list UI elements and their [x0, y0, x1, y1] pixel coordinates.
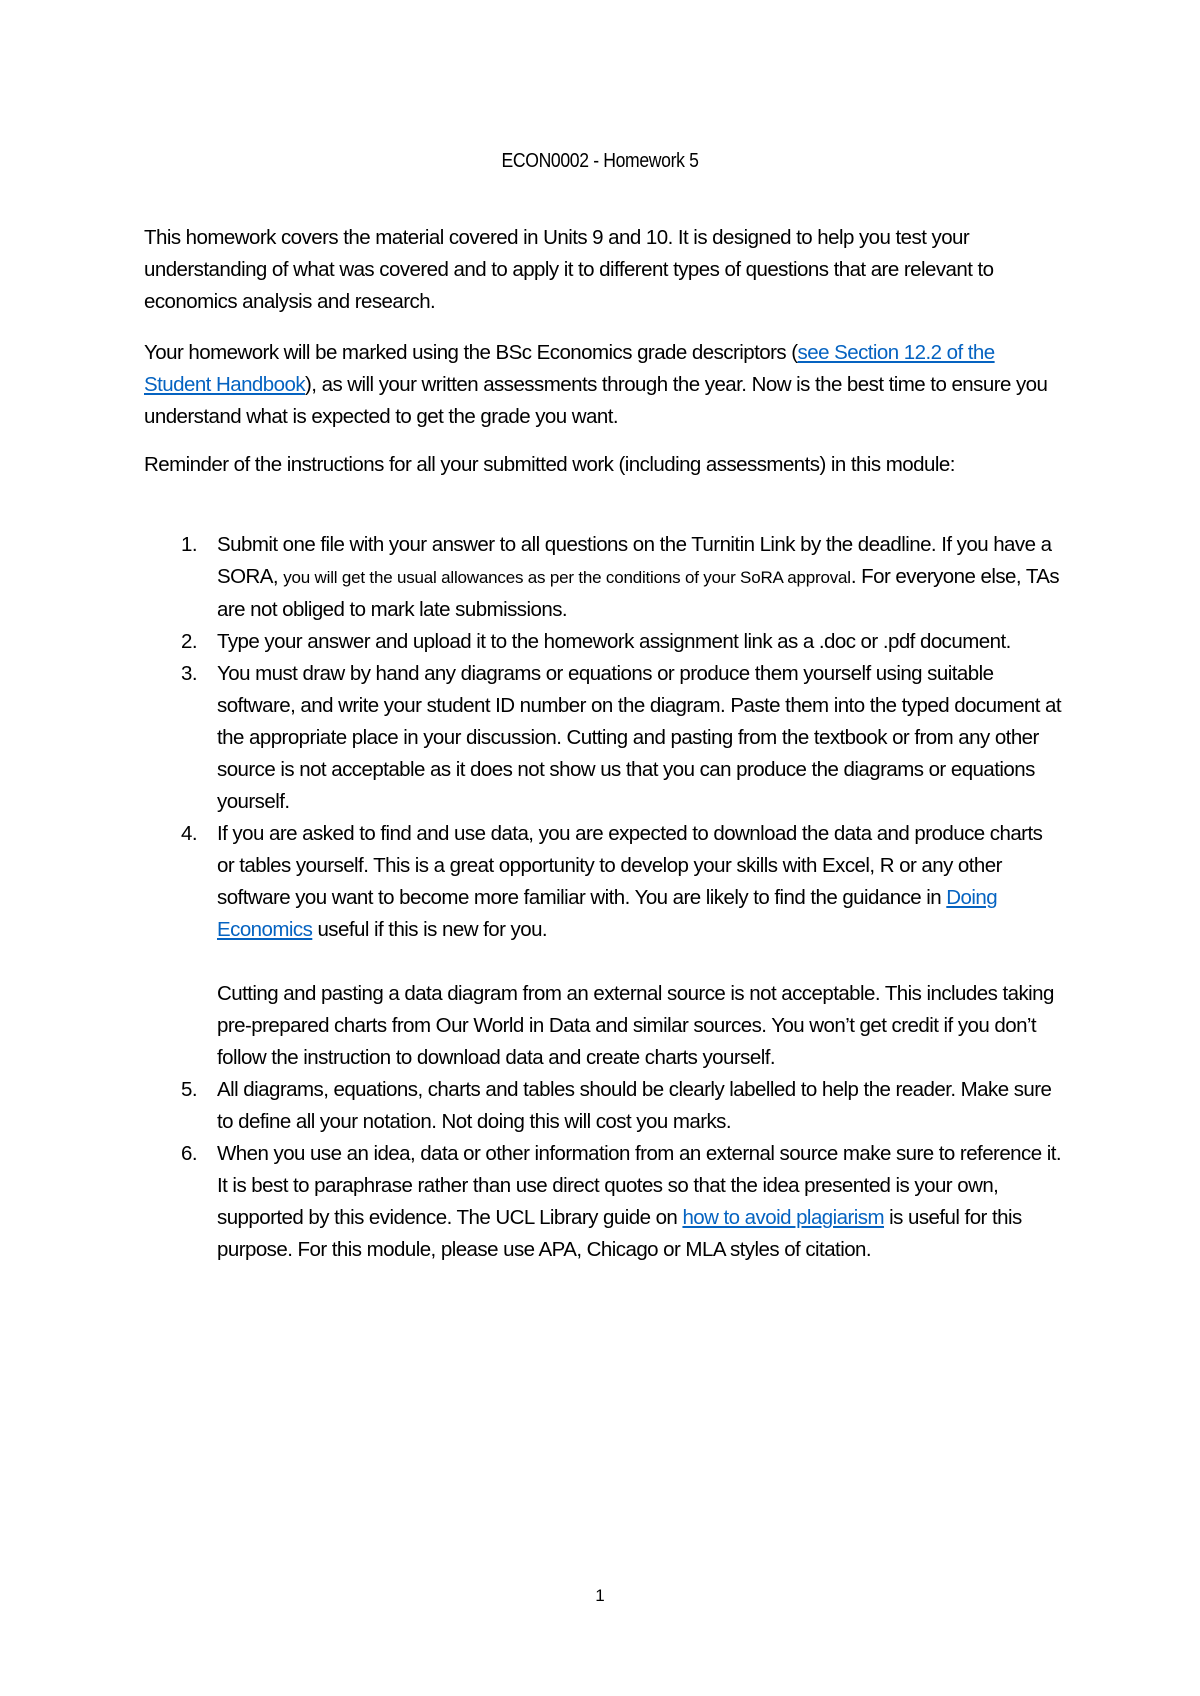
instruction-text: You must draw by hand any diagrams or equations or produce them yourself using suitable software, and write your student ID number on the diagram. Paste them into the typed document at the appropriate place in your discussion. Cutting and pasting from the textbook or from any other source is not acceptable as it does not show us that you can produce the diagrams or equations yourself. — [217, 662, 1061, 813]
grading-text-after: ), as will your written assessments through the year. Now is the best time to ensure you understand what is expected to get the grade you want. — [144, 373, 1048, 428]
reminder-paragraph: Reminder of the instructions for all your submitted work (including assessments) in this module: — [144, 453, 955, 476]
instruction-item-6 — [144, 1138, 1064, 1266]
document-title: ECON0002 - Homework 5 — [501, 150, 699, 172]
instructions-list — [144, 529, 1064, 1266]
instruction-text: Submit one file with your answer to all questions on the Turnitin Link by the deadline. If you have a SORA, — [217, 533, 1052, 588]
list-number: 6. — [181, 1142, 197, 1165]
instruction-text: . For everyone else, TAs are not obliged to mark late submissions. — [217, 565, 1060, 621]
instruction-text: is useful for this purpose. For this module, please use APA, Chicago or MLA styles of citation. — [217, 1206, 1022, 1261]
instruction-item-5 — [144, 1074, 1064, 1138]
instruction-text: When you use an idea, data or other information from an external source make sure to reference it. It is best to paraphrase rather than use direct quotes so that the idea presented is your own, supported by this evidence. The UCL Library guide on — [217, 1142, 1062, 1229]
student-handbook-link[interactable]: see Section 12.2 of the Student Handbook — [144, 341, 995, 396]
doing-economics-link[interactable]: Doing Economics — [217, 886, 998, 941]
instruction-item-2 — [144, 626, 1064, 658]
instruction-item-3 — [144, 658, 1064, 818]
instruction-item-4 — [144, 818, 1064, 1074]
grading-paragraph — [144, 337, 1064, 433]
list-number: 2. — [181, 630, 197, 653]
grading-text-before: Your homework will be marked using the BSc Economics grade descriptors ( — [144, 341, 798, 364]
avoid-plagiarism-link[interactable]: how to avoid plagiarism — [682, 1206, 885, 1229]
page-number: 1 — [595, 1586, 605, 1605]
instruction-small-text: you will get the usual allowances as per the conditions of your SoRA approval — [283, 568, 851, 587]
instruction-text: All diagrams, equations, charts and tables should be clearly labelled to help the reader. Make sure to define all your notation. Not doing this will cost you marks. — [217, 1078, 1052, 1133]
instruction-text: useful if this is new for you. — [312, 918, 548, 941]
instruction-item-1 — [144, 529, 1064, 626]
instruction-sub-paragraph: Cutting and pasting a data diagram from an external source is not acceptable. This includes taking pre-prepared charts from Our World in Data and similar sources. You won’t get credit if you don’t follow the instruction to download data and create charts yourself. — [217, 982, 1054, 1069]
intro-paragraph: This homework covers the material covered in Units 9 and 10. It is designed to help you test your understanding of what was covered and to apply it to different types of questions that are relevant to economics analysis and research. — [144, 226, 994, 313]
list-number: 1. — [181, 533, 197, 556]
instruction-text: Type your answer and upload it to the homework assignment link as a .doc or .pdf document. — [217, 630, 1011, 653]
instruction-text: If you are asked to find and use data, you are expected to download the data and produce charts or tables yourself. This is a great opportunity to develop your skills with Excel, R or any other software you want to become more familiar with. You are likely to find the guidance in — [217, 822, 1043, 909]
list-number: 5. — [181, 1078, 197, 1101]
list-number: 4. — [181, 822, 197, 845]
list-number: 3. — [181, 662, 197, 685]
